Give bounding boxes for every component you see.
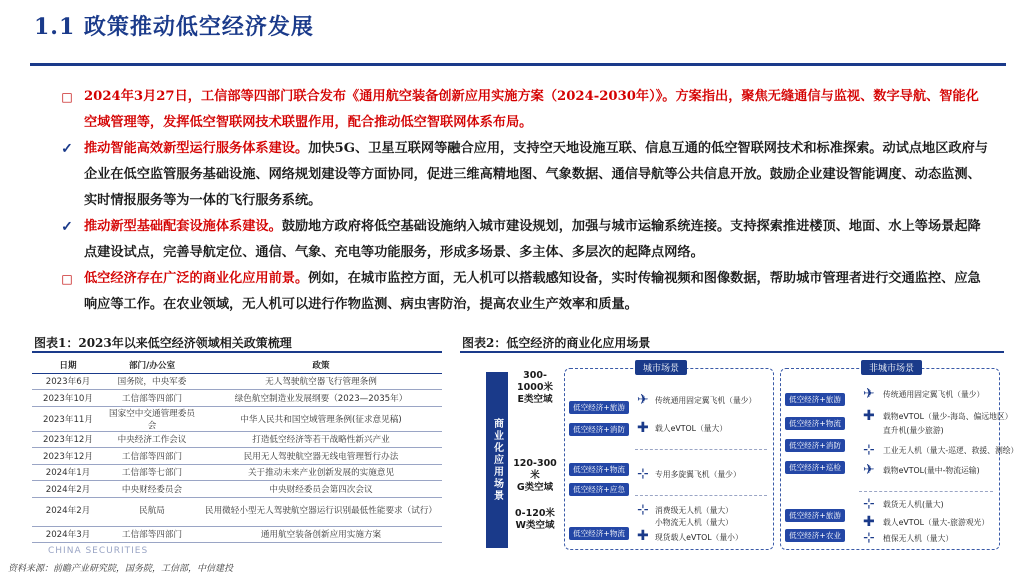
drone-icon: ⊹ [863, 496, 875, 512]
cell-date: 2023年11月 [32, 406, 104, 431]
figure1-label: 图表1：2023年以来低空经济领域相关政策梳理 [34, 336, 292, 350]
zone-class: G类空域 [516, 482, 554, 493]
bullet-list [58, 84, 990, 318]
figure2-label: 图表2：低空经济的商业化应用场景 [462, 336, 651, 350]
cell-policy: 中华人民共和国空域管理条例(征求意见稿) [200, 406, 442, 431]
check-icon: ✓ [61, 219, 73, 235]
application-scenario-diagram [476, 358, 1019, 554]
aircraft-item: 小物流无人机（量大） [655, 518, 733, 527]
cell-dept: 中央经济工作会议 [104, 431, 200, 448]
title-divider [30, 63, 1006, 66]
airspace-zone [512, 458, 558, 494]
scenario-chip: 低空经济+旅游 [569, 401, 629, 414]
zone-altitude: 300-1000米 [517, 370, 553, 393]
scenario-chip: 低空经济+农业 [785, 529, 845, 542]
cell-date: 2024年3月 [32, 526, 104, 543]
bullet-item [58, 136, 990, 214]
aircraft-item: 植保无人机（量大） [883, 534, 954, 543]
cell-policy: 民用微轻小型无人驾驶航空器运行识别最低性能要求（试行） [200, 497, 442, 526]
table-row [32, 390, 442, 407]
zone-divider [859, 491, 993, 492]
city-scenario-panel [564, 364, 774, 550]
table-row [32, 464, 442, 481]
bullet-item [58, 214, 990, 266]
aircraft-item: 传统通用固定翼飞机（量少） [655, 396, 757, 405]
cell-policy: 绿色航空制造业发展纲要（2023—2035年） [200, 390, 442, 407]
aircraft-item: 现货载人eVTOL（量小） [655, 533, 743, 542]
cell-policy: 通用航空装备创新应用实施方案 [200, 526, 442, 543]
airspace-zone [512, 508, 558, 532]
cell-dept: 工信部等四部门 [104, 448, 200, 465]
aircraft-item: 载物eVTOL（量少-海岛、偏远地区） [883, 412, 1013, 421]
watermark-text: CHINA SECURITIES [48, 546, 149, 556]
cell-date: 2023年10月 [32, 390, 104, 407]
square-bullet-icon: □ [61, 272, 73, 286]
drone-icon: ⊹ [863, 530, 875, 546]
scenario-chip: 低空经济+旅游 [785, 393, 845, 406]
scenario-chip: 低空经济+消防 [569, 423, 629, 436]
page-title: 1.1 政策推动低空经济发展 [34, 14, 314, 40]
scenario-chip: 低空经济+应急 [569, 483, 629, 496]
cell-policy: 中央财经委员会第四次会议 [200, 481, 442, 498]
cell-policy: 打造低空经济等若干战略性新兴产业 [200, 431, 442, 448]
scenario-chip: 低空经济+物流 [785, 417, 845, 430]
square-bullet-icon: □ [61, 90, 73, 104]
bullet-lead: 低空经济存在广泛的商业化应用前景。 [84, 271, 309, 286]
evtol-icon: ✚ [863, 408, 875, 424]
drone-icon: ⊹ [863, 442, 875, 458]
bullet-lead: 推动新型基础配套设施体系建设。 [84, 219, 282, 234]
column-header-policy: 政策 [200, 357, 442, 373]
cell-date: 2024年1月 [32, 464, 104, 481]
cell-date: 2023年12月 [32, 448, 104, 465]
noncity-scenario-panel [780, 364, 1019, 550]
aircraft-item: 载人eVTOL（量大-旅游观光） [883, 518, 990, 527]
column-header-date: 日期 [32, 357, 104, 373]
policy-table [32, 357, 442, 543]
zone-altitude: 0-120米 [515, 508, 555, 519]
aircraft-item: 载物eVTOL(量中-物流运输) [883, 466, 980, 475]
table-row [32, 448, 442, 465]
cell-dept: 工信部等四部门 [104, 526, 200, 543]
cell-date: 2023年6月 [32, 373, 104, 390]
cell-dept: 国务院，中央军委 [104, 373, 200, 390]
aircraft-item: 专用多旋翼飞机（量少） [655, 470, 741, 479]
airplane-icon: ✈ [637, 392, 649, 408]
scenario-chip: 低空经济+物流 [569, 463, 629, 476]
airplane-icon: ✈ [863, 386, 875, 402]
bullet-text: 例如，在城市监控方面，无人机可以搭载感知设备，实时传输视频和图像数据，帮助城市管理者进行交通监控、应急响应等工作。在农业领域，无人机可以进行作物监测、病虫害防治，提高农业生产效率和质量。 [84, 271, 981, 312]
table-row [32, 431, 442, 448]
helicopter-icon: ✈ [863, 462, 875, 478]
source-note: 资料来源：前瞻产业研究院，国务院，工信部，中信建投 [8, 564, 234, 574]
zone-divider [635, 495, 767, 496]
table-row [32, 526, 442, 543]
cell-dept: 工信部等七部门 [104, 464, 200, 481]
table-row [32, 406, 442, 431]
cell-policy: 民用无人驾驶航空器无线电管理暂行办法 [200, 448, 442, 465]
drone-icon: ⊹ [637, 502, 649, 518]
cell-policy: 关于推动未来产业创新发展的实施意见 [200, 464, 442, 481]
bullet-text: 鼓励地方政府将低空基础设施纳入城市建设规划，加强与城市运输系统连接。支持探索推进楼顶、地面、水上等场景起降点建设试点，完善导航定位、通信、气象、充电等功能服务，形成多场景、多主体、多层次的起降点网络。 [84, 219, 981, 260]
aircraft-item: 载货无人机(量大) [883, 500, 944, 509]
bullet-item [58, 84, 990, 136]
airspace-zone [512, 370, 558, 406]
evtol-icon: ✚ [637, 420, 649, 436]
table-header-row [32, 357, 442, 373]
scenario-chip: 低空经济+巡检 [785, 461, 845, 474]
scenario-chip: 低空经济+物流 [569, 527, 629, 540]
figure1-divider [32, 351, 442, 353]
evtol-icon: ✚ [637, 528, 649, 544]
noncity-panel-title: 非城市场景 [861, 360, 922, 375]
city-panel-title: 城市场景 [635, 360, 687, 375]
bullet-item [58, 266, 990, 318]
bullet-lead: 推动智能高效新型运行服务体系建设。 [84, 141, 309, 156]
cell-policy: 无人驾驶航空器飞行管理条例 [200, 373, 442, 390]
table-row [32, 497, 442, 526]
zone-divider [635, 449, 767, 450]
cell-dept: 国家空中交通管理委员会 [104, 406, 200, 431]
cell-dept: 工信部等四部门 [104, 390, 200, 407]
scenario-chip: 低空经济+消防 [785, 439, 845, 452]
aircraft-item: 载人eVTOL（量大） [655, 424, 728, 433]
cell-date: 2024年2月 [32, 497, 104, 526]
figure2-divider [460, 351, 1004, 353]
drone-icon: ⊹ [637, 466, 649, 482]
cell-dept: 民航局 [104, 497, 200, 526]
cell-date: 2024年2月 [32, 481, 104, 498]
table-row [32, 373, 442, 390]
aircraft-item: 消费级无人机（量大） [655, 506, 733, 515]
diagram-side-label: 商业化应用场景 [486, 372, 508, 548]
scenario-chip: 低空经济+旅游 [785, 509, 845, 522]
cell-dept: 中央财经委员会 [104, 481, 200, 498]
zone-altitude: 120-300米 [513, 458, 557, 481]
bullet-text: 加快5G、卫星互联网等融合应用，支持空天地设施互联、信息互通的低空智联网技术和标准探索。动试点地区政府与企业在低空监管服务基础设施、网络规划建设等方面协同，促进三维高精地图、气象数据、通信导航等公共信息开放。鼓励企业建设智能调度、动态监测、实时情报服务等为一体的飞行服务系统。 [84, 141, 988, 208]
cell-date: 2023年12月 [32, 431, 104, 448]
aircraft-item: 直升机(量少旅游) [883, 426, 944, 435]
zone-class: W类空域 [515, 520, 555, 531]
aircraft-item: 传统通用固定翼飞机（量少） [883, 390, 985, 399]
column-header-dept: 部门/办公室 [104, 357, 200, 373]
aircraft-item: 工业无人机（量大-巡逻、救援、测绘） [883, 446, 1019, 455]
zone-class: E类空域 [517, 394, 553, 405]
bullet-text: 2024年3月27日，工信部等四部门联合发布《通用航空装备创新应用实施方案（2024-2030年）》。方案指出，聚焦无缝通信与监视、数字导航、智能化空域管理等，发挥低空智联网技术联盟作用，配合推动低空智联网体系布局。 [84, 89, 979, 130]
evtol-icon: ✚ [863, 514, 875, 530]
table-row [32, 481, 442, 498]
check-icon: ✓ [61, 141, 73, 157]
